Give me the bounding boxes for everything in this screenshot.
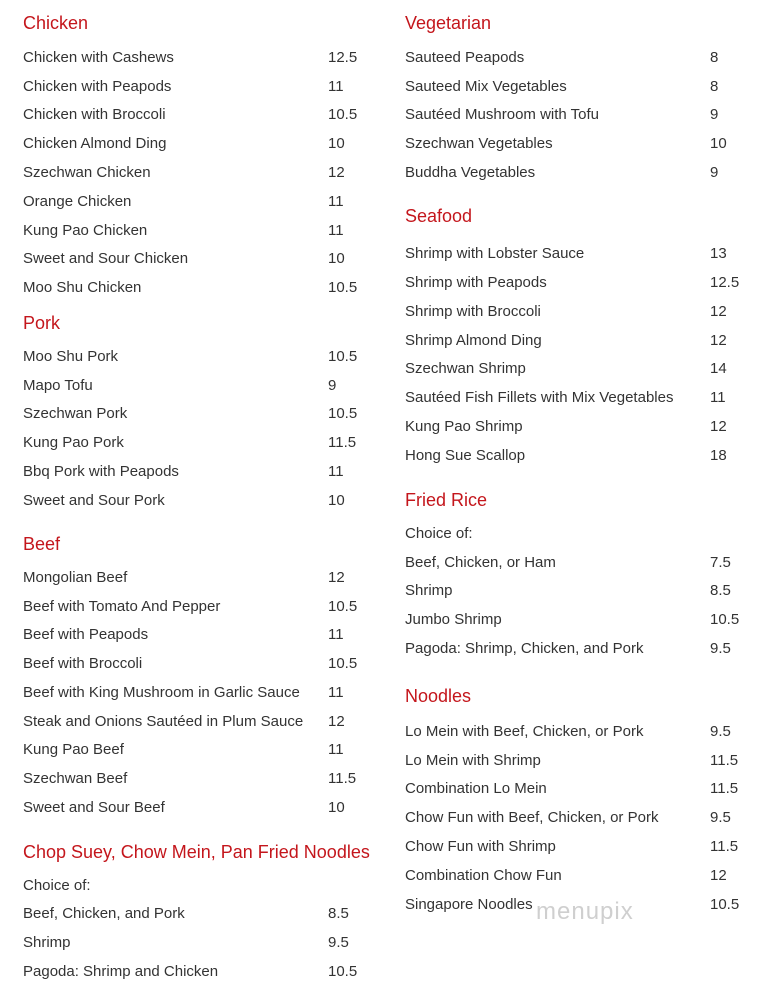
menu-item-price: 11 — [328, 78, 344, 95]
menu-item-name: Buddha Vegetables — [405, 164, 536, 181]
menu-item-price: 8.5 — [328, 905, 349, 922]
menu-item-name: Orange Chicken — [23, 193, 132, 210]
menu-item-name: Kung Pao Shrimp — [405, 418, 523, 435]
menu-item-name: Beef with Peapods — [23, 626, 149, 643]
menu-item-price: 10.5 — [710, 896, 740, 913]
menu-item-name: Chicken with Cashews — [23, 49, 174, 66]
section-note: Choice of: — [405, 525, 473, 542]
menu-item-price: 9 — [710, 106, 719, 123]
menu-item-name: Beef with Broccoli — [23, 655, 143, 672]
menu-item-price: 10 — [328, 799, 345, 816]
menu-item-price: 11 — [710, 389, 726, 406]
menu-item-name: Sweet and Sour Beef — [23, 799, 165, 816]
menu-item-name: Combination Lo Mein — [405, 780, 547, 797]
menu-item-price: 18 — [710, 447, 727, 464]
menu-item-price: 12 — [710, 332, 727, 349]
section-title: Fried Rice — [405, 490, 488, 510]
menu-item-price: 12 — [328, 569, 345, 586]
menu-item-price: 9.5 — [710, 640, 731, 657]
menu-item-price: 9.5 — [710, 809, 731, 826]
section-title: Noodles — [405, 686, 472, 706]
menu-item-price: 8 — [710, 78, 719, 95]
menu-item-price: 10 — [328, 135, 345, 152]
section-note: Choice of: — [23, 877, 91, 894]
menu-item-price: 10.5 — [328, 405, 358, 422]
menu-item-price: 9 — [328, 377, 337, 394]
section-title: Vegetarian — [405, 13, 492, 33]
menu-item-price: 12 — [710, 418, 727, 435]
menu-item-price: 12 — [710, 303, 727, 320]
menu-item-name: Chicken Almond Ding — [23, 135, 167, 152]
section-title: Chicken — [23, 13, 89, 33]
menu-item-price: 10.5 — [328, 655, 358, 672]
menu-item-price: 14 — [710, 360, 727, 377]
menu-item-name: Kung Pao Beef — [23, 741, 124, 758]
menu-item-name: Lo Mein with Beef, Chicken, or Pork — [405, 723, 644, 740]
menu-item-name: Shrimp with Peapods — [405, 274, 547, 291]
menu-item-name: Steak and Onions Sautéed in Plum Sauce — [23, 713, 304, 730]
menu-item-name: Mongolian Beef — [23, 569, 128, 586]
menu-item-name: Szechwan Vegetables — [405, 135, 553, 152]
menu-item-price: 7.5 — [710, 554, 731, 571]
menu-item-name: Sweet and Sour Pork — [23, 492, 165, 509]
menu-item-name: Szechwan Shrimp — [405, 360, 526, 377]
menu-item-price: 10.5 — [328, 348, 358, 365]
section-title: Pork — [23, 313, 61, 333]
menu-item-price: 11 — [328, 193, 344, 210]
menu-item-price: 10 — [328, 250, 345, 267]
menu-item-price: 12 — [328, 713, 345, 730]
menu-item-name: Sautéed Fish Fillets with Mix Vegetables — [405, 389, 674, 406]
menu-item-name: Moo Shu Pork — [23, 348, 119, 365]
menu-item-price: 12 — [328, 164, 345, 181]
menu-item-name: Combination Chow Fun — [405, 867, 562, 884]
menu-item-name: Szechwan Chicken — [23, 164, 151, 181]
menu-item-price: 10 — [328, 492, 345, 509]
menu-item-name: Shrimp — [405, 582, 453, 599]
watermark: menupix — [536, 898, 634, 925]
menu-item-name: Singapore Noodles — [405, 896, 533, 913]
menu-item-name: Kung Pao Pork — [23, 434, 124, 451]
menu-item-name: Sauteed Mix Vegetables — [405, 78, 567, 95]
menu-item-name: Pagoda: Shrimp and Chicken — [23, 963, 219, 980]
menu-item-name: Pagoda: Shrimp, Chicken, and Pork — [405, 640, 644, 657]
menu-item-price: 11.5 — [710, 752, 739, 769]
menu-item-price: 9 — [710, 164, 719, 181]
menu-item-name: Beef, Chicken, and Pork — [23, 905, 185, 922]
menu-item-name: Beef, Chicken, or Ham — [405, 554, 556, 571]
menu-item-name: Hong Sue Scallop — [405, 447, 526, 464]
menu-item-name: Chicken with Broccoli — [23, 106, 166, 123]
menu-item-price: 9.5 — [328, 934, 349, 951]
menu-item-price: 11 — [328, 684, 344, 701]
menu-item-price: 10 — [710, 135, 727, 152]
menu-item-price: 11 — [328, 222, 344, 239]
menu-item-price: 13 — [710, 245, 727, 262]
menu-item-name: Beef with King Mushroom in Garlic Sauce — [23, 684, 300, 701]
menu-item-price: 11.5 — [328, 770, 357, 787]
menu-item-name: Lo Mein with Shrimp — [405, 752, 541, 769]
menu-item-name: Shrimp — [23, 934, 71, 951]
menu-item-name: Shrimp with Broccoli — [405, 303, 541, 320]
menu-item-price: 11 — [328, 626, 344, 643]
menu-item-name: Chow Fun with Shrimp — [405, 838, 556, 855]
menu-item-price: 9.5 — [710, 723, 731, 740]
menu-item-name: Sweet and Sour Chicken — [23, 250, 189, 267]
menu-item-name: Chicken with Peapods — [23, 78, 172, 95]
menu-item-name: Shrimp Almond Ding — [405, 332, 542, 349]
menu-item-price: 11 — [328, 741, 344, 758]
menu-item-price: 10.5 — [710, 611, 740, 628]
menu-item-price: 10.5 — [328, 106, 358, 123]
menu-item-name: Szechwan Beef — [23, 770, 128, 787]
menu-item-name: Shrimp with Lobster Sauce — [405, 245, 585, 262]
menu-item-price: 10.5 — [328, 963, 358, 980]
menu-item-name: Moo Shu Chicken — [23, 279, 142, 296]
menu-item-name: Szechwan Pork — [23, 405, 128, 422]
menu-item-price: 11.5 — [710, 838, 739, 855]
menu-item-price: 12 — [710, 867, 727, 884]
section-title: Seafood — [405, 206, 473, 226]
menu-item-price: 10.5 — [328, 598, 358, 615]
menu-item-name: Sautéed Mushroom with Tofu — [405, 106, 599, 123]
menu-item-price: 8 — [710, 49, 719, 66]
menu-item-name: Jumbo Shrimp — [405, 611, 502, 628]
menu-item-price: 11.5 — [710, 780, 739, 797]
menu-item-price: 8.5 — [710, 582, 731, 599]
menu-item-price: 11 — [328, 463, 344, 480]
menu-item-name: Mapo Tofu — [23, 377, 93, 394]
menu-item-name: Chow Fun with Beef, Chicken, or Pork — [405, 809, 659, 826]
menu-item-price: 12.5 — [710, 274, 740, 291]
menu-item-name: Sauteed Peapods — [405, 49, 525, 66]
section-title: Beef — [23, 534, 61, 554]
menu-item-name: Kung Pao Chicken — [23, 222, 148, 239]
menu-item-name: Beef with Tomato And Pepper — [23, 598, 221, 615]
menu-item-name: Bbq Pork with Peapods — [23, 463, 179, 480]
menu-item-price: 11.5 — [328, 434, 357, 451]
menu-item-price: 12.5 — [328, 49, 358, 66]
menu-item-price: 10.5 — [328, 279, 358, 296]
section-title: Chop Suey, Chow Mein, Pan Fried Noodles — [23, 842, 370, 862]
